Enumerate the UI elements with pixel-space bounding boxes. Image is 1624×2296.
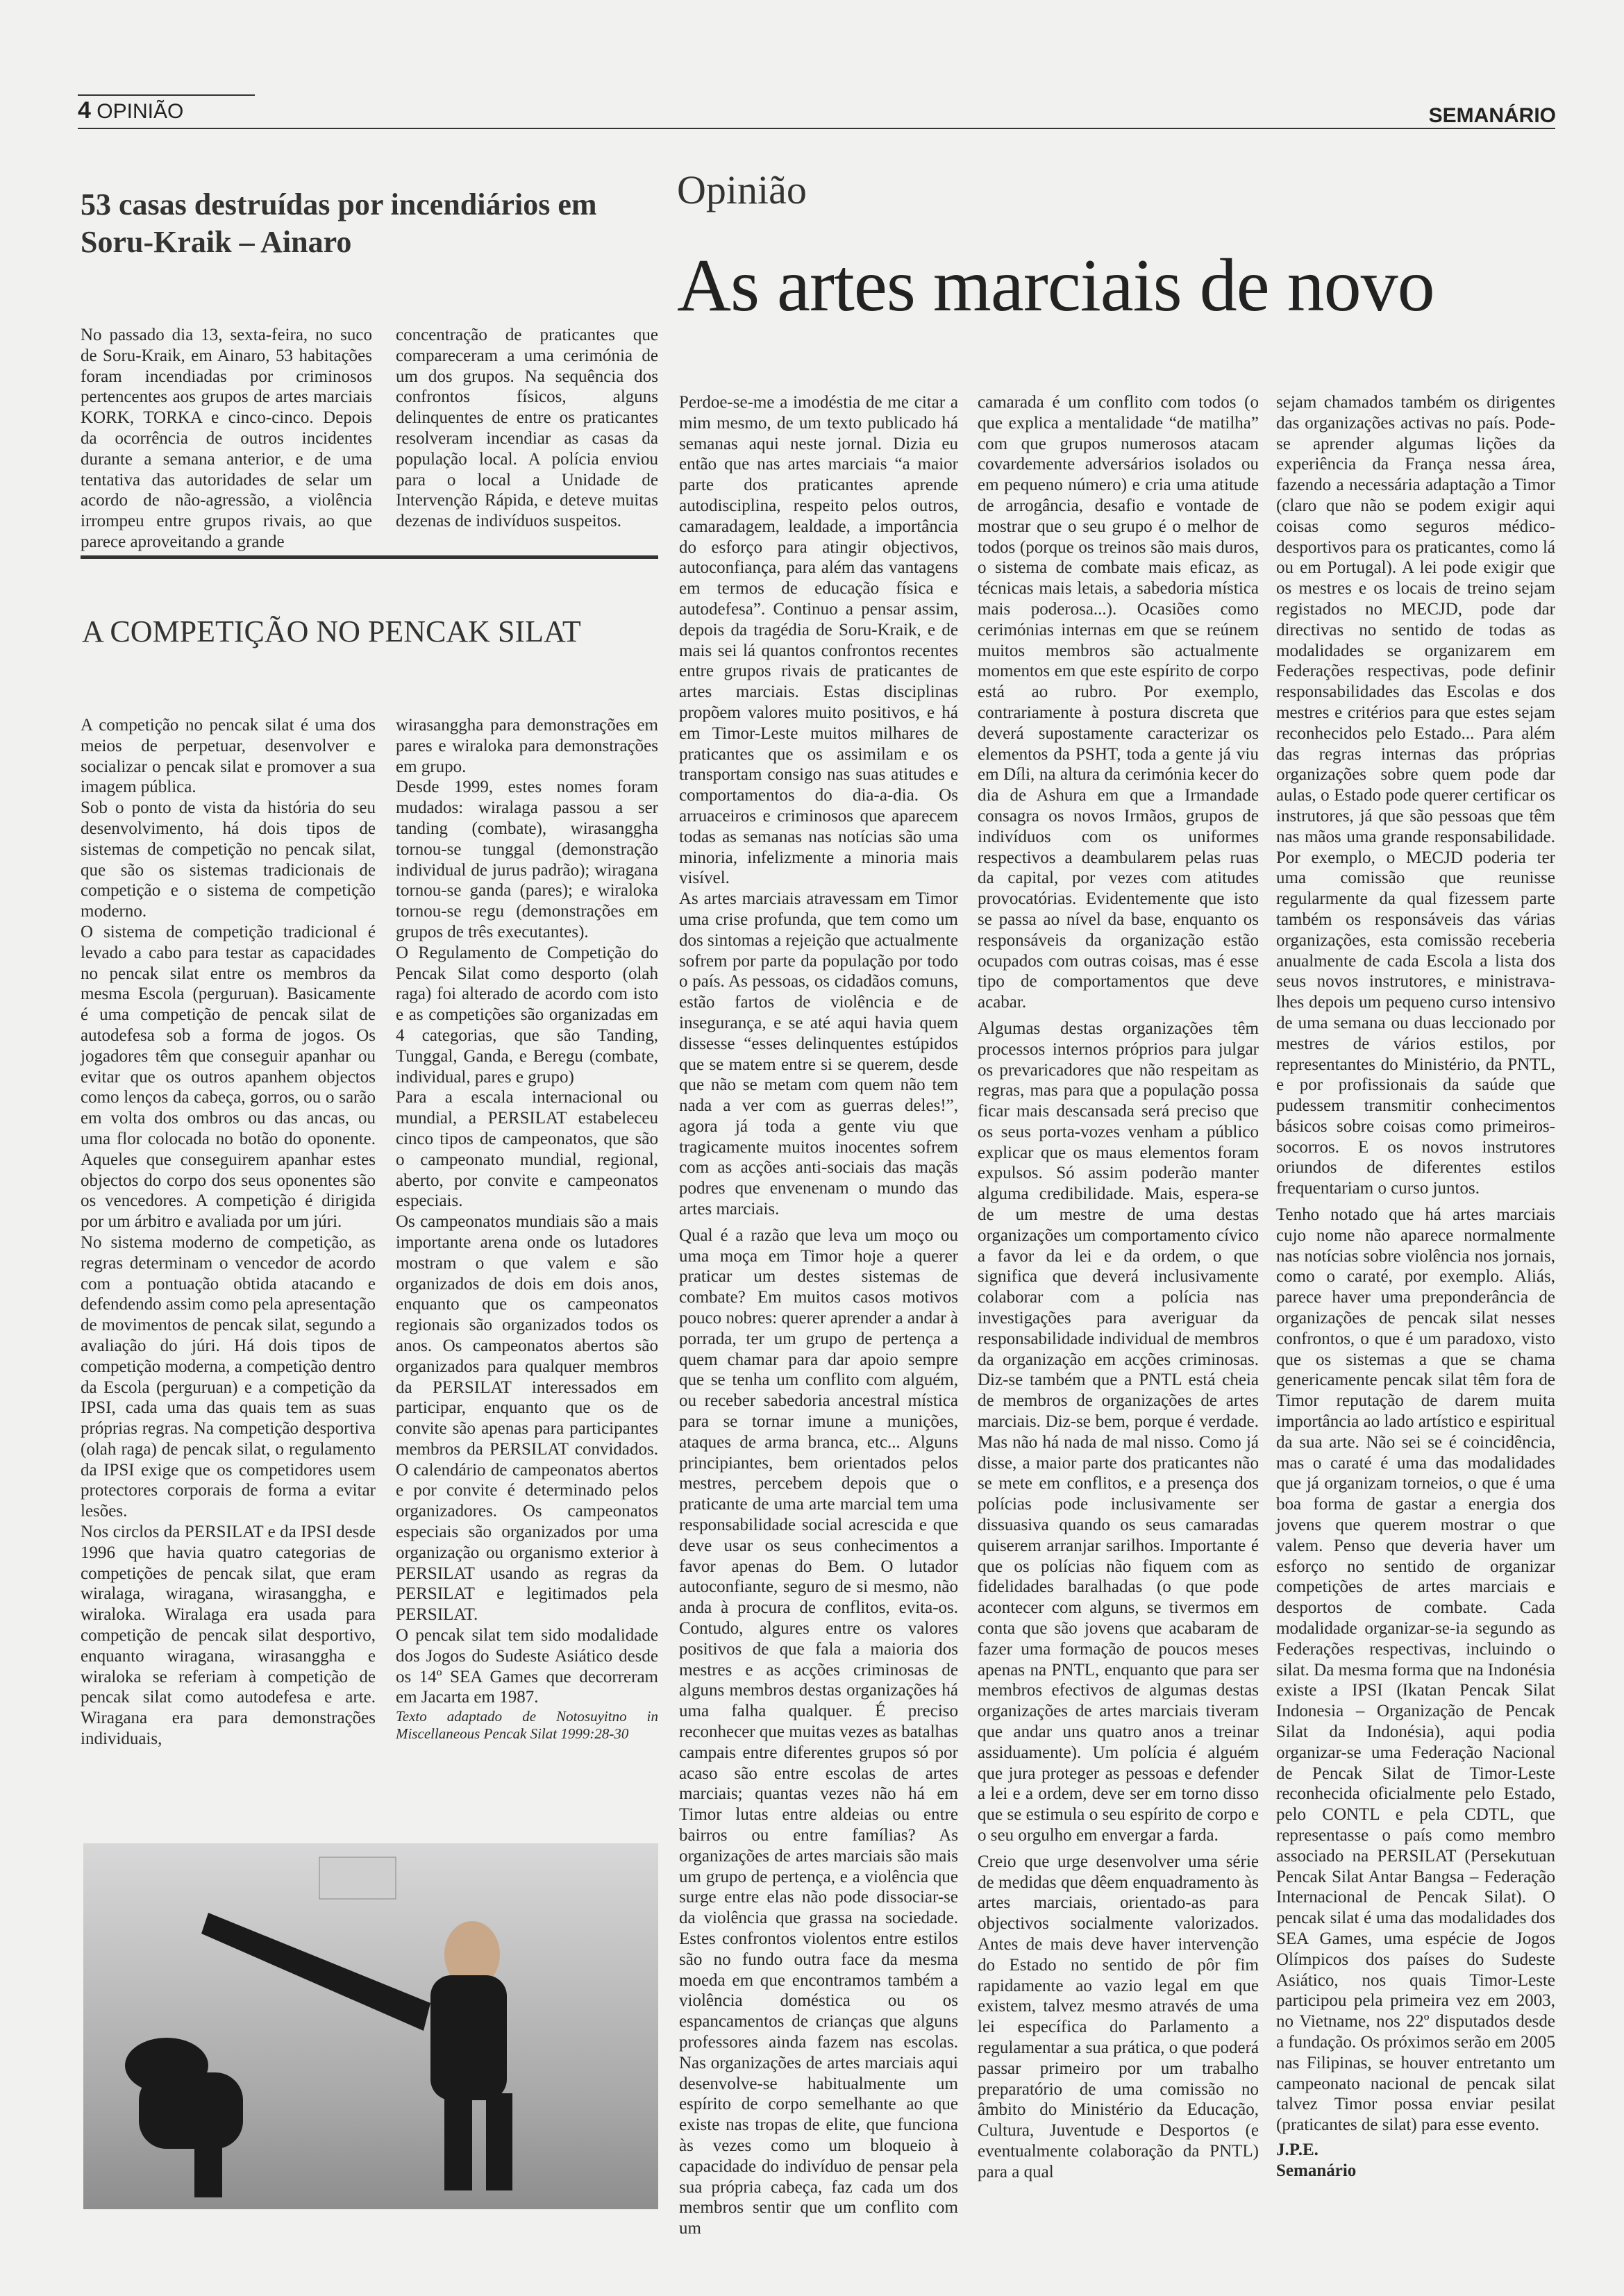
paragraph: Desde 1999, estes nomes foram mudados: wiralaga passou a ser tanding (combate), wirasanggha tornou-se tunggal (demonstração individual de jurus padrão); wiragana tornou-se ganda (pares); e wiraloka tornou-se regu (demonstrações em grupos de três executantes). [396, 778, 658, 941]
martial-arts-photo [83, 1843, 658, 2209]
article3-kicker: Opinião [677, 167, 807, 212]
fighters-illustration [83, 1843, 658, 2209]
paragraph: A competição no pencak silat é uma dos meios de perpetuar, desenvolver e socializar o pencak silat e promover a sua imagem pública. [81, 716, 376, 797]
article1-col2: concentração de praticantes que compareceram a uma cerimónia de um dos grupos. Na sequência dos confrontos físicos, alguns delinquentes de entre os praticantes resolveram incendiar as casas da população local. A polícia enviou para o local a Unidade de Intervenção Rápida, e deteve muitas dezenas de indivíduos suspeitos. [396, 326, 658, 531]
section-name: OPINIÃO [97, 100, 184, 123]
paragraph: Tenho notado que há artes marciais cujo nome não aparece normalmente nas notícias sobre violência nos jornais, como o caraté, por exemplo. Aliás, parece haver uma preponderância de organizações de pencak silat nesses confrontos, o que é um paradoxo, visto que os sistemas a que se chama genericamente pencak silat têm fora de Timor reputação de darem muita importância ao lado artístico e espiritual da sua arte. Não sei se é coincidência, mas o caraté é uma das modalidades que já organizam torneios, o que é uma boa forma de gastar a energia dos jovens que querem mostrar o que valem. Penso que deveria haver um esforço no sentido de organizar competições de artes marciais e desportos de combate. Cada modalidade organizar-se-ia segundo as Federações respectivas, incluindo o silat. Da mesma forma que na Indonésia existe a IPSI (Ikatan Pencak Silat Indonesia – Organização de Pencak Silat da Indonésia), aqui podia organizar-se uma Federação Nacional de Pencak Silat de Timor-Leste reconhecida oficialmente pelo Estado, pelo CONTL e pela CDTL, que representasse o país como membro associado na PERSILAT (Persekutuan Pencak Silat Antar Bangsa – Federação Internacional de Pencak Silat). O pencak silat é uma das modalidades dos SEA Games, uma espécie de Jogos Olímpicos dos países do Sudeste Asiático, nos quais Timor-Leste participou pela primeira vez em 2003, no Vietname, nos 22º disputados desde a fundação. Os próximos serão em 2005 nas Filipinas, se houver entretanto um campeonato nacional de pencak silat talvez Timor possa enviar pesilat (praticantes de silat) para esse evento. [1276, 1205, 1555, 2135]
article3-col2 [978, 392, 1259, 2183]
paragraph: O sistema de competição tradicional é levado a cabo para testar as capacidades no pencak silat entre os membros da mesma Escola (perguruan). Basicamente é uma competição de pencak silat de autodefesa sob a forma de jogos. Os jogadores têm que conseguir apanhar ou evitar que os outros apanhem objectos como lenços da cabeça, gorros, ou o sarão em volta dos ombros ou das ancas, ou uma flor colocada no botão do oponente. Aqueles que conseguirem apanhar estes objectos do corpo dos seus oponentes são os vencedores. A competição é dirigida por um árbitro e avaliada por um júri. [81, 922, 376, 1232]
paragraph: Creio que urge desenvolver uma série de medidas que dêem enquadramento às artes marciais, orientado-as para objectivos socialmente valorizados. Antes de mais deve haver intervenção do Estado no sentido de pôr fim rapidamente ao vazio legal em que existem, talvez mesmo através de uma lei específica do Parlamento a regulamentar a sua prática, o que poderá passar primeiro por um trabalho preparatório de uma comissão no âmbito do Ministério da Educação, Cultura, Juventude e Desportos (e eventualmente colaboração da PNTL) para a qual [978, 1852, 1259, 2181]
paragraph: Qual é a razão que leva um moço ou uma moça em Timor hoje a querer praticar um destes sistemas de combate? Em muitos casos motivos pouco nobres: querer aprender a andar à porrada, ter um grupo de pertença a quem chamar para dar apoio sempre que se tenha um conflito com alguém, ou receber sabedoria ancestral mística para se tornar imune a munições, ataques de arma branca, etc... Alguns principiantes, bem orientados pelos mestres, percebem depois que o praticante de uma arte marcial tem uma responsabilidade social acrescida e que deve usar os seus conhecimentos a favor apenas do Bem. O lutador autoconfiante, seguro de si mesmo, não anda à procura de conflitos, evita-os. Contudo, algures entre os valores positivos de que fala a maioria dos mestres e as acções criminosas de alguns membros destas organizações há uma falha qualquer. É preciso reconhecer que muitas vezes as batalhas campais entre diferentes grupos só por acaso são entre escolas de artes marciais; quantas vezes não há em Timor lutas entre aldeias ou entre bairros ou entre famílias? As organizações de artes marciais são mais um grupo de pertença, e a violência que surge entre elas não pode dissociar-se da violência que grassa na sociedade. Estes confrontos violentos entre estilos são no fundo outra face da mesma moeda em que encontramos também a violência doméstica ou os espancamentos de crianças que alguns professores ainda fazem nas escolas. Nas organizações de artes marciais aqui desenvolve-se habitualmente um espírito de corpo semelhante ao que existe nas tropas de elite, que funciona às vezes como um bloqueio à capacidade do indivíduo de pensar pela sua própria cabeça, faz cada um dos membros sentir que um conflito com um [679, 1225, 958, 2238]
paragraph: Nos circlos da PERSILAT e da IPSI desde 1996 que havia quatro categorias de competições de pencak silat, que eram wiralaga, wiragana, wirasanggha, e wiraloka. Wiralaga era usada para competição de pencak silat desportivo, enquanto wiragana, wirasanggha e wiraloka se referiam à competição de pencak silat como autodefesa e arte. Wiragana era para demonstrações individuais, [81, 1523, 376, 1749]
paragraph: Perdoe-se-me a imodéstia de me citar a mim mesmo, de um texto publicado há semanas aqui neste jornal. Dizia eu então que nas artes marciais “a maior parte dos praticantes aprende autodisciplina, respeito pelos outros, camaradagem, lealdade, a importância do esforço para atingir objectivos, autoconfiança, para além das vantagens em termos de educação física e autodefesa”. Continuo a pensar assim, depois da tragédia de Soru-Kraik, e de mais sei lá quantos confrontos recentes entre grupos rivais de praticantes de artes marciais. Estas disciplinas propõem valores muito positivos, e há em Timor-Leste muitos milhares de praticantes que os assimilam e os transportam consigo nas suas atitudes e comportamentos do dia-a-dia. Os arruaceiros e criminosos que aparecem todas as semanas nas notícias são uma minoria, infelizmente a minoria mais visível. [679, 393, 958, 888]
paragraph: Os campeonatos mundiais são a mais importante arena onde os lutadores mostram o que valem e são organizados de dois em dois anos, enquanto que os campeonatos regionais são organizados todos os anos. Os campeonatos abertos são organizados para qualquer membros da PERSILAT interessados em participar, enquanto que os de convite são apenas para participantes membros da PERSILAT convidados. O calendário de campeonatos abertos e por convite é determinado pelos organizadores. Os campeonatos especiais são organizados por uma organização ou organismo exterior à PERSILAT usando as regras da PERSILAT e legitimados pela PERSILAT. [396, 1212, 658, 1625]
paragraph: O Regulamento de Competição do Pencak Silat como desporto (olah raga) foi alterado de acordo com isto e as competições são organizadas em 4 categorias, que são Tanding, Tunggal, Ganda, e Beregu (combate, individual, pares e grupo) [396, 943, 658, 1087]
paragraph: As artes marciais atravessam em Timor uma crise profunda, que tem como um dos sintomas a rejeição que actualmente sofrem por parte da população por todo o país. As pessoas, os cidadãos comuns, estão fartos de violência e de insegurança, e se até aqui havia quem dissesse “esses delinquentes estúpidos que se matem entre si se querem, desde que não se metam com quem não tem nada a ver com as guerras deles!”, agora já toda a gente viu que tragicamente muitos inocentes sofrem com as acções anti-sociais das maçãs podres que envenenam o mundo das artes marciais. [679, 889, 958, 1219]
header-short-rule [78, 94, 255, 96]
article2-col2 [396, 715, 658, 1743]
author-paper: Semanário [1276, 2161, 1357, 2180]
newspaper-name: SEMANÁRIO [1428, 104, 1556, 127]
section-header [78, 97, 183, 124]
paragraph: No sistema moderno de competição, as regras determinam o vencedor de acordo com a pontuação obtida atacando e defendendo assim como pela apresentação de movimentos de pencak silat, segundo a avaliação do júri. Há dois tipos de competição moderna, a competição dentro da Escola (perguruan) e a competição da IPSI, cada uma das quais tem as suas próprias regras. Na competição desportiva (olah raga) de pencak silat, o regulamento da IPSI exige que os competidores usem protectores corporais de forma a evitar lesões. [81, 1232, 376, 1521]
article2-title: A COMPETIÇÃO NO PENCAK SILAT [82, 614, 581, 648]
paragraph: Sob o ponto de vista da história do seu desenvolvimento, há dois tipos de sistemas de competição no pencak silat, que são os sistemas tradicionais de competição e o sistema de competição moderno. [81, 798, 376, 921]
header-rule [78, 128, 1555, 129]
paragraph: camarada é um conflito com todos (o que explica a mentalidade “de matilha” com que grupos numerosos atacam covardemente adversários isolados ou em pequeno número) e cria uma atitude de arrogância, desafio e vontade de mostrar que o seu grupo é o melhor de todos (porque os treinos são mais duros, o sistema de combate mais eficaz, as técnicas mais letais, a sabedoria mística mais poderosa...). Ocasiões como cerimónias internas em que se reúnem muitos membros são actualmente momentos em que este espírito de corpo está ao rubro. Por exemplo, contrariamente à postura discreta que deverá supostamente caracterizar os elementos da PSHT, toda a gente já viu em Díli, na altura da cerimónia kecer do dia de Ashura em que a Irmandade consagra os novos Irmãos, grupos de indivíduos com os uniformes respectivos a deambularem pelas ruas da capital, por vezes com atitudes provocatórias. Evidentemente que isto se passa ao nível da base, enquanto os responsáveis da organização estão ocupados com outras coisas, mas é esse tipo de comportamentos que deve acabar. [978, 393, 1259, 1012]
source-credit: Texto adaptado de Notosuyitno in Miscellaneous Pencak Silat 1999:28-30 [396, 1708, 658, 1743]
article2-col1 [81, 715, 376, 1750]
article3-col3 [1276, 392, 1555, 2181]
paragraph: O pencak silat tem sido modalidade dos Jogos do Sudeste Asiático desde os 14º SEA Games que decorreram em Jacarta em 1987. [396, 1626, 658, 1707]
article3-title: As artes marciais de novo [677, 244, 1434, 327]
page-number: 4 [78, 97, 91, 124]
article3-col1 [679, 392, 958, 2239]
paragraph: sejam chamados também os dirigentes das organizações activas no país. Pode-se aprender algumas lições da experiência da França nessa área, fazendo a necessária adaptação a Timor (claro que não se podem exigir aqui coisas como seguros médico-desportivos para os praticantes, como lá ou em Portugal). A lei pode exigir que os mestres e os locais de treino sejam registados no MECJD, pode dar directivas no sentido de todas as modalidades se organizarem em Federações respectivas, pode definir responsabilidades das Escolas e dos mestres e critérios para que estes sejam reconhecidos pelo Estado... Para além das regras internas das próprias organizações sobre quem pode dar aulas, o Estado pode querer certificar os instrutores, já que são pessoas que têm nas mãos uma grande responsabilidade. Por exemplo, o MECJD poderia ter uma comissão que reunisse regularmente da qual fizessem parte também os responsáveis das várias organizações, esta comissão receberia anualmente de cada Escola a lista dos seus novos instrutores, e ministrava-lhes depois um pequeno curso intensivo de uma semana ou duas leccionado por mestres de vários estilos, por representantes do Ministério, da PNTL, e por profissionais da saúde que pudessem transmitir conhecimentos básicos sobre coisas como primeiros-socorros. E os novos instrutores oriundos de diferentes estilos frequentariam o curso juntos. [1276, 393, 1555, 1198]
paragraph: Algumas destas organizações têm processos internos próprios para julgar os prevaricadores que não respeitam as regras, mas para que a população possa ficar mais descansada será preciso que os seus porta-vozes venham a público explicar que os maus elementos foram expulsos. Só assim poderão manter alguma credibilidade. Mais, espera-se de um mestre de uma destas organizações um comportamento cívico a favor da lei e da ordem, o que significa que deverá inclusivamente colaborar com a polícia nas investigações para averiguar da responsabilidade individual de membros da organização em acções criminosas. Diz-se também que a PNTL está cheia de membros de organizações de artes marciais. Diz-se bem, porque é verdade. Mas não há nada de mal nisso. Como já disse, a maior parte dos praticantes não se mete em conflitos, e a presença dos polícias pode inclusivamente ser dissuasiva quando os seus camaradas quiserem arranjar sarilhos. Importante é que os polícias não fiquem com as fidelidades baralhadas (o que pode acontecer com alguns, se tivermos em conta que são jovens que acabaram de fazer uma formação de poucos meses apenas na PNTL, enquanto que para ser membros efectivos de algumas destas organizações de artes marciais tiveram que andar uns quatro anos a treinar assiduamente). Um polícia é alguém que jura proteger as pessoas e defender a lei e a ordem, deve ser em torno disso que se estimula o seu espírito de corpo e o seu orgulho em envergar a farda. [978, 1019, 1259, 1845]
paragraph: wirasanggha para demonstrações em pares e wiraloka para demonstrações em grupo. [396, 716, 658, 776]
paragraph: Para a escala internacional ou mundial, a PERSILAT estabeleceu cinco tipos de campeonatos, que são o campeonato mundial, regional, aberto, por convite e campeonatos especiais. [396, 1088, 658, 1211]
article1-col1: No passado dia 13, sexta-feira, no suco de Soru-Kraik, em Ainaro, 53 habitações foram incendiadas por criminosos pertencentes aos grupos de artes marciais KORK, TORKA e cinco-cinco. Depois da ocorrência de outros incidentes durante a semana anterior, e de uma tentativa das autoridades de selar um acordo de não-agressão, a violência irrompeu entre grupos rivais, ao que parece aproveitando a grande [81, 326, 372, 551]
author: J.P.E. [1276, 2140, 1319, 2159]
article1-title: 53 casas destruídas por incendiários em Soru-Kraik – Ainaro [81, 187, 597, 259]
article1-bottom-rule [81, 555, 658, 559]
